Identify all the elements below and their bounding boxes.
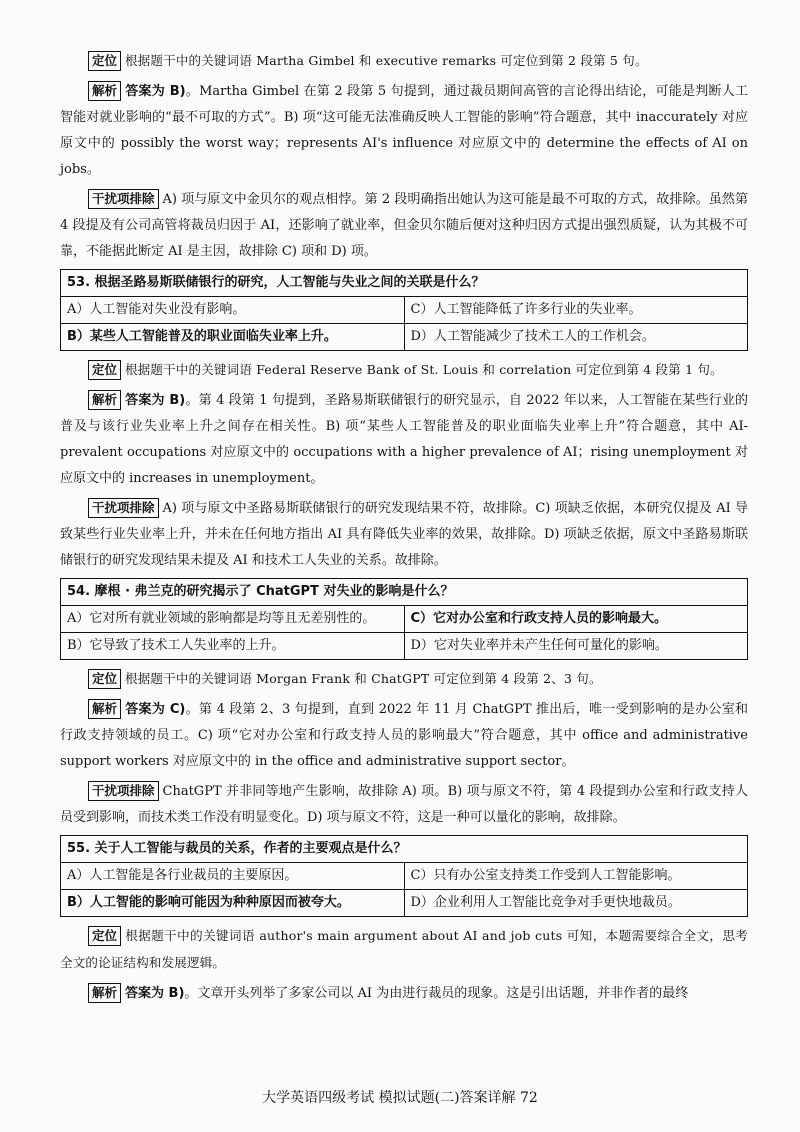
locate-label: 定位 (88, 669, 121, 689)
answer-text: 答案为 B) (125, 84, 186, 99)
page-body (60, 48, 748, 1007)
table-row (61, 633, 747, 659)
locate-text: 根据题干中的关键词语 Martha Gimbel 和 executive remarks 可定位到第 2 段第 5 句。 (125, 53, 648, 68)
analysis-label: 解析 (88, 983, 121, 1003)
locate-label: 定位 (88, 360, 121, 380)
locate-text: 根据题干中的关键词语 Federal Reserve Bank of St. Louis 和 correlation 可定位到第 4 段第 1 句。 (125, 362, 723, 377)
option-b: B）它导致了技术工人失业率的上升。 (67, 638, 285, 653)
option-b-correct: B）人工智能的影响可能因为种种原因而被夸大。 (67, 895, 350, 910)
distractor-paragraph-53 (60, 496, 748, 574)
locate-paragraph-55 (60, 923, 748, 977)
locate-label: 定位 (88, 51, 121, 71)
analysis-text: 。第 4 段第 2、3 句提到，直到 2022 年 11 月 ChatGPT 推出后，唯一受到影响的是办公室和行政支持领域的员工。C) 项“它对办公室和行政支持人员的影响最大”符合题意，其中 office and administrative support workers 对应原文中的 in the office and administrative support sector。 (60, 702, 748, 769)
analysis-label: 解析 (88, 81, 121, 101)
analysis-label: 解析 (88, 390, 121, 410)
question-53-title: 53. 根据圣路易斯联储银行的研究，人工智能与失业之间的关联是什么？ (61, 270, 747, 297)
table-row (61, 324, 747, 350)
option-a: A）它对所有就业领域的影响都是均等且无差别性的。 (67, 611, 376, 626)
table-row (61, 606, 747, 633)
locate-paragraph-54 (60, 666, 748, 693)
table-row (61, 890, 747, 916)
distractor-label: 干扰项排除 (88, 498, 159, 518)
table-row (61, 863, 747, 890)
option-c-correct: C）它对办公室和行政支持人员的影响最大。 (404, 606, 748, 632)
option-c: C）只有办公室支持类工作受到人工智能影响。 (404, 863, 748, 889)
distractor-text: A) 项与原文中金贝尔的观点相悖。第 2 段明确指出她认为这可能是最不可取的方式，故排除。虽然第 4 段提及有公司高管将裁员归因于 AI，还影响了就业率，但金贝尔随后便对这种归因方式提出强烈质疑，认为其极不可靠，不能据此断定 AI 是主因，故排除 C) 项和 D) 项。 (60, 192, 748, 259)
option-d: D）企业利用人工智能比竞争对手更快地裁员。 (404, 890, 748, 916)
option-b-correct: B）某些人工智能普及的职业面临失业率上升。 (67, 329, 337, 344)
distractor-paragraph-52 (60, 187, 748, 265)
answer-text: 答案为 C) (125, 702, 186, 717)
page-footer: 大学英语四级考试 模拟试题(二)答案详解 72 (262, 1090, 538, 1106)
answer-text: 答案为 B) (125, 393, 186, 408)
question-53-table (60, 269, 748, 351)
locate-text: 根据题干中的关键词语 Morgan Frank 和 ChatGPT 可定位到第 4 段第 2、3 句。 (125, 671, 602, 686)
locate-text: 根据题干中的关键词语 author's main argument about AI and job cuts 可知，本题需要综合全文，思考全文的论证结构和发展逻辑。 (60, 928, 748, 970)
distractor-text: ChatGPT 并非同等地产生影响，故排除 A) 项。B) 项与原文不符，第 4 段提到办公室和行政支持人员受到影响，而技术类工作没有明显变化。D) 项与原文不符，这是一种可以量化的影响，故排除。 (60, 784, 748, 825)
answer-text: 答案为 B) (125, 986, 185, 1001)
option-d: D）人工智能减少了技术工人的工作机会。 (404, 324, 748, 350)
option-c: C）人工智能降低了许多行业的失业率。 (404, 297, 748, 323)
distractor-paragraph-54 (60, 779, 748, 831)
distractor-label: 干扰项排除 (88, 781, 159, 801)
analysis-paragraph-52 (60, 79, 748, 183)
table-row (61, 297, 747, 324)
analysis-paragraph-54 (60, 697, 748, 775)
analysis-label: 解析 (88, 699, 121, 719)
option-d: D）它对失业率并未产生任何可量化的影响。 (404, 633, 748, 659)
locate-paragraph-52 (60, 48, 748, 75)
option-a: A）人工智能对失业没有影响。 (67, 302, 246, 317)
locate-label: 定位 (88, 926, 121, 946)
question-55-table (60, 835, 748, 917)
analysis-text: 。第 4 段第 1 句提到，圣路易斯联储银行的研究显示，自 2022 年以来，人工智能在某些行业的普及与该行业失业率上升之间存在相关性。B) 项“某些人工智能普及的职业面临失业率上升”符合题意，其中 AI-prevalent occupations 对应原文中的 occupations with a higher prevalence of AI；rising unemployment 对应原文中的 increases in unemployment。 (60, 393, 748, 486)
question-55-title: 55. 关于人工智能与裁员的关系，作者的主要观点是什么？ (61, 836, 747, 863)
analysis-text: 。Martha Gimbel 在第 2 段第 5 句提到，通过裁员期间高管的言论得出结论，可能是判断人工智能对就业影响的“最不可取的方式”。B) 项“这可能无法准确反映人工智能的影响”符合题意，其中 inaccurately 对应原文中的 possibly the worst way；represents AI's influence 对应原文中的 determine the effects of AI on jobs。 (60, 84, 748, 177)
distractor-label: 干扰项排除 (88, 189, 159, 209)
analysis-text: 。文章开头列举了多家公司以 AI 为由进行裁员的现象。这是引出话题，并非作者的最终 (184, 986, 689, 1001)
question-54-title: 54. 摩根 · 弗兰克的研究揭示了 ChatGPT 对失业的影响是什么？ (61, 579, 747, 606)
question-54-table (60, 578, 748, 660)
option-a: A）人工智能是各行业裁员的主要原因。 (67, 868, 298, 883)
analysis-paragraph-55 (60, 981, 748, 1007)
analysis-paragraph-53 (60, 388, 748, 492)
distractor-text: A) 项与原文中圣路易斯联储银行的研究发现结果不符，故排除。C) 项缺乏依据，本研究仅提及 AI 导致某些行业失业率上升，并未在任何地方指出 AI 具有降低失业率的效果，故排除。D) 项缺乏依据，原文中圣路易斯联储银行的研究发现结果未提及 AI 和技术工人失业的关系。故排除。 (60, 501, 748, 568)
locate-paragraph-53 (60, 357, 748, 384)
